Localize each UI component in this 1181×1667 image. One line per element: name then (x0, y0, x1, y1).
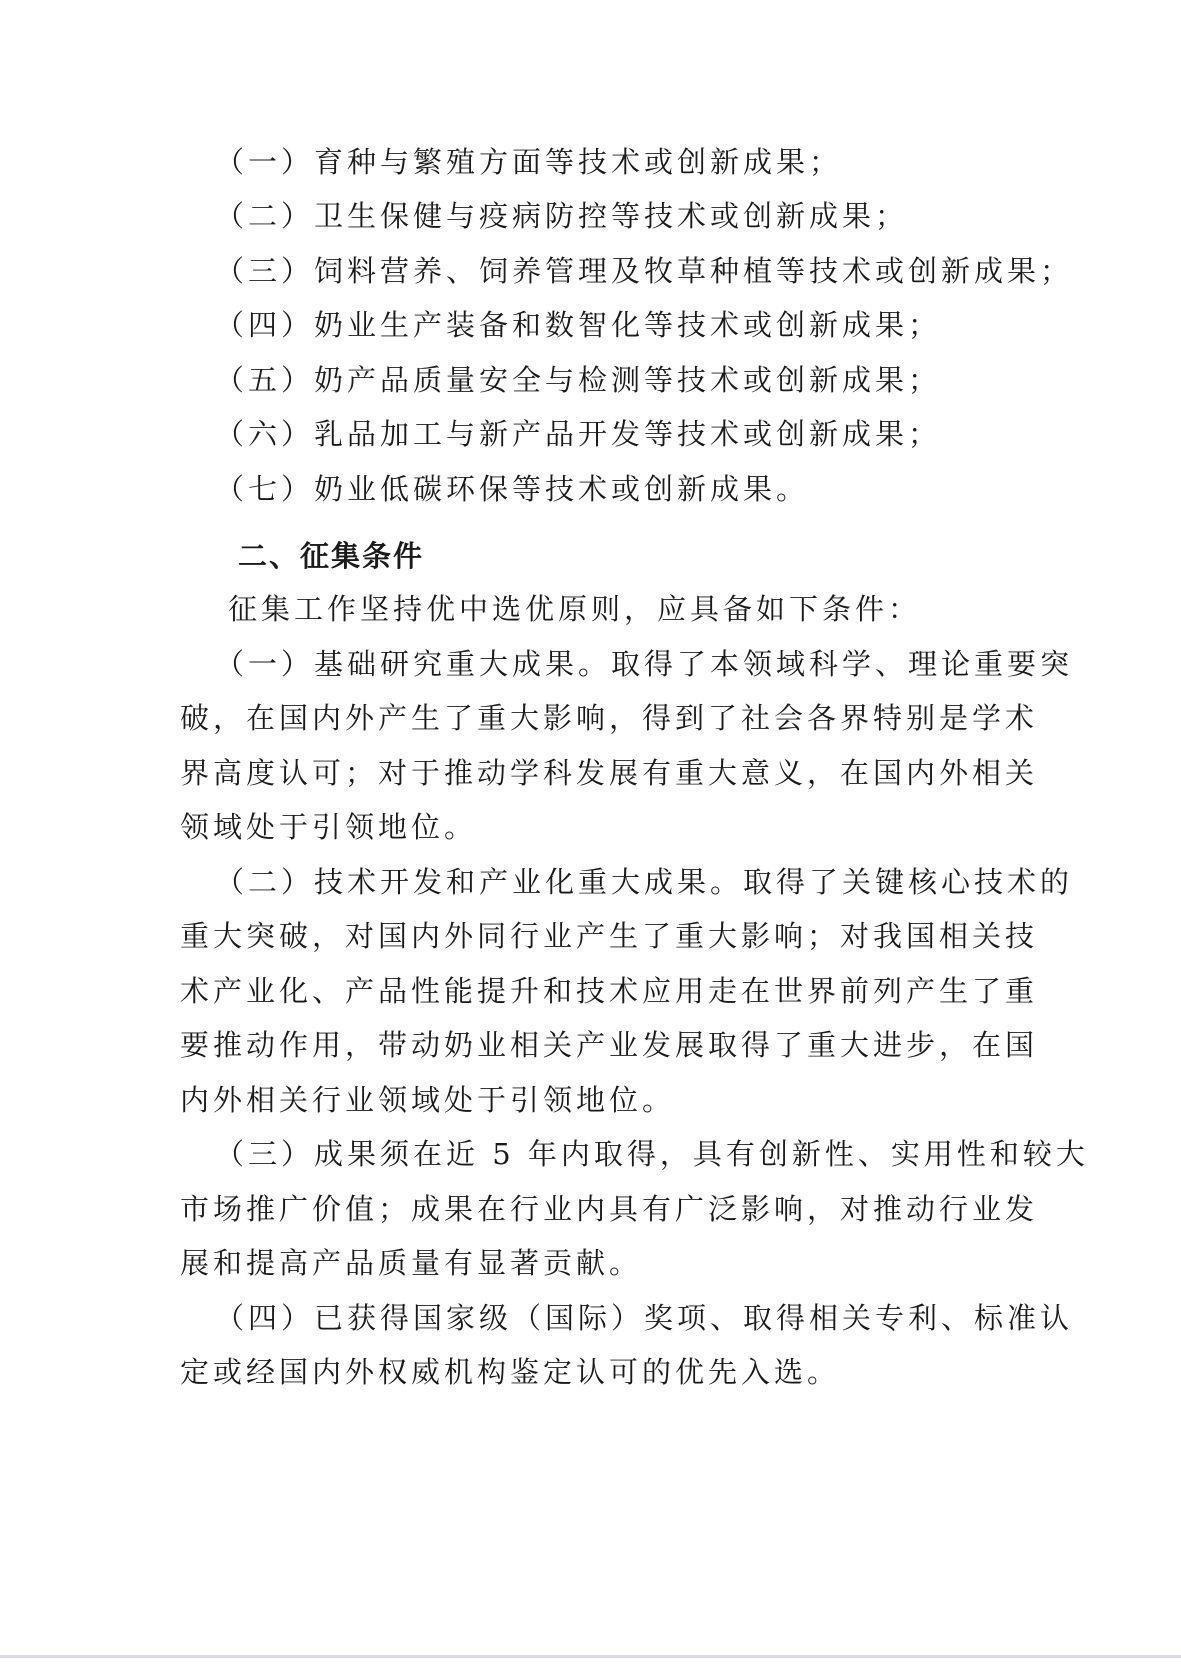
list-item: （三）饲料营养、饲养管理及牧草种植等技术或创新成果； (215, 254, 1074, 288)
paragraph-line: 重大突破，对国内外同行业产生了重大影响；对我国相关技 (180, 919, 1039, 953)
paragraph-line: 破，在国内外产生了重大影响，得到了社会各界特别是学术 (180, 701, 1039, 735)
paragraph-line: 市场推广价值；成果在行业内具有广泛影响，对推动行业发 (180, 1192, 1039, 1226)
paragraph-line: （一）基础研究重大成果。取得了本领域科学、理论重要突 (215, 647, 1074, 681)
paragraph-line: 展和提高产品质量有显著贡献。 (180, 1246, 643, 1280)
paragraph-line: 领域处于引领地位。 (180, 810, 478, 844)
section-heading: 二、征集条件 (238, 539, 425, 573)
intro-paragraph: 征集工作坚持优中选优原则，应具备如下条件： (228, 592, 922, 626)
paragraph-line: 定或经国内外权威机构鉴定认可的优先入选。 (180, 1355, 841, 1389)
list-item: （五）奶产品质量安全与检测等技术或创新成果； (215, 363, 942, 397)
list-item: （四）奶业生产装备和数智化等技术或创新成果； (215, 308, 942, 342)
paragraph-line: 内外相关行业领域处于引领地位。 (180, 1083, 676, 1117)
list-item: （一）育种与繁殖方面等技术或创新成果； (215, 145, 843, 179)
paragraph-line: 术产业化、产品性能提升和技术应用走在世界前列产生了重 (180, 974, 1039, 1008)
list-item: （六）乳品加工与新产品开发等技术或创新成果； (215, 417, 942, 451)
paragraph-line: （三）成果须在近 5 年内取得，具有创新性、实用性和较大 (215, 1137, 1089, 1171)
paragraph-line: （二）技术开发和产业化重大成果。取得了关键核心技术的 (215, 865, 1074, 899)
list-item: （二）卫生保健与疫病防控等技术或创新成果； (215, 199, 909, 233)
paragraph-line: 要推动作用，带动奶业相关产业发展取得了重大进步，在国 (180, 1028, 1039, 1062)
paragraph-line: 界高度认可；对于推动学科发展有重大意义，在国内外相关 (180, 756, 1039, 790)
scan-edge-divider (0, 1655, 1181, 1658)
list-item: （七）奶业低碳环保等技术或创新成果。 (215, 472, 810, 506)
paragraph-line: （四）已获得国家级（国际）奖项、取得相关专利、标准认 (215, 1301, 1074, 1335)
